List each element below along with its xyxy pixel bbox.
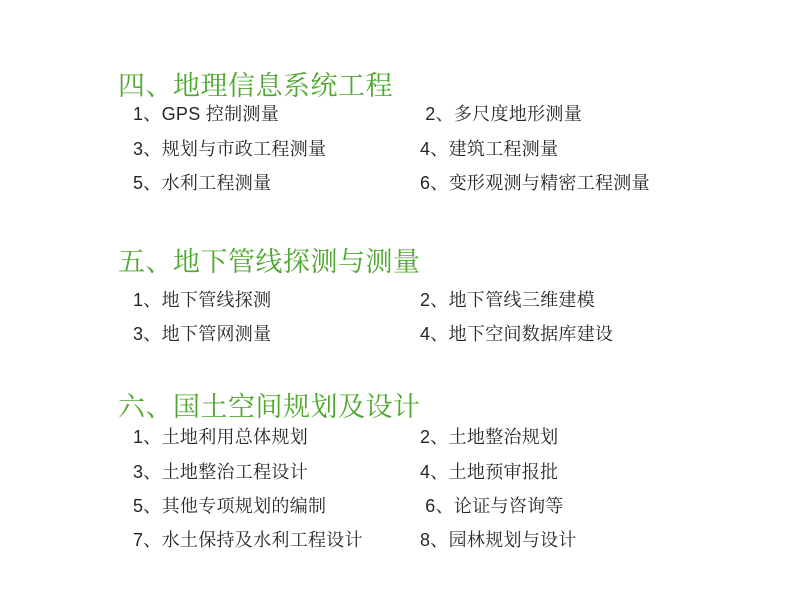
- list-row: [133, 522, 753, 556]
- list-row: [133, 488, 753, 522]
- list-item: 3、规划与市政工程测量: [133, 138, 327, 159]
- list-item: 4、建筑工程测量: [420, 138, 559, 159]
- list-row: [133, 165, 753, 200]
- list-item: 1、地下管线探测: [133, 290, 272, 310]
- list-row: [133, 96, 753, 131]
- list-row: [133, 419, 753, 453]
- list-item: 6、变形观测与精密工程测量: [420, 173, 650, 194]
- list-item: 4、土地预审报批: [420, 461, 559, 482]
- section-title-geographic-information-systems: 四、地理信息系统工程: [118, 71, 393, 102]
- list-item: 7、水土保持及水利工程设计: [133, 530, 363, 551]
- list-item: 1、GPS 控制测量: [133, 104, 280, 125]
- section-title-underground-pipeline-survey: 五、地下管线探测与测量: [118, 247, 421, 278]
- list-item: 3、地下管网测量: [133, 324, 272, 344]
- section-list: [133, 282, 753, 350]
- section-list: [133, 419, 753, 557]
- section-list: [133, 96, 753, 200]
- list-item: 2、土地整治规划: [420, 427, 559, 448]
- list-item: 2、地下管线三维建模: [420, 290, 596, 310]
- list-item: 5、其他专项规划的编制: [133, 495, 327, 516]
- list-item: 4、地下空间数据库建设: [420, 324, 614, 344]
- list-row: [133, 316, 753, 350]
- list-item: 6、论证与咨询等: [420, 495, 564, 516]
- section-title-territorial-spatial-planning: 六、国土空间规划及设计: [118, 392, 421, 423]
- list-item: 8、园林规划与设计: [420, 530, 577, 551]
- list-item: 1、土地利用总体规划: [133, 427, 309, 448]
- list-item: 2、多尺度地形测量: [420, 104, 583, 125]
- list-row: [133, 453, 753, 487]
- list-item: 5、水利工程测量: [133, 173, 272, 194]
- list-item: 3、土地整治工程设计: [133, 461, 309, 482]
- list-row: [133, 131, 753, 166]
- list-row: [133, 282, 753, 316]
